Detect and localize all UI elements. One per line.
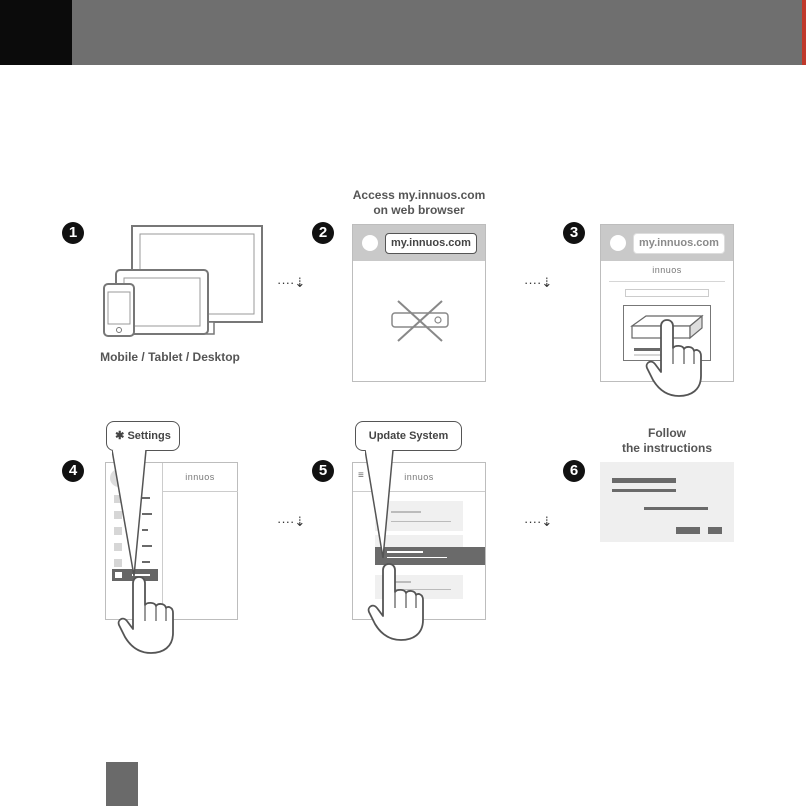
url-field[interactable]: my.innuos.com (385, 233, 477, 254)
arrow-1-icon: ····⇣ (277, 275, 306, 290)
header-block (0, 0, 72, 65)
brand-logo: innuos (404, 472, 434, 482)
header-bar (0, 0, 806, 65)
next-button[interactable] (676, 527, 700, 534)
arrow-3-icon: ····⇣ (277, 514, 306, 529)
page-tab (106, 762, 138, 806)
step-5-number: 5 (312, 460, 334, 482)
step-2-caption: Access my.innuos.com on web browser (352, 188, 486, 217)
brand-logo: innuos (652, 265, 682, 275)
hand-pointer-icon (367, 562, 425, 642)
callout-pointer (365, 450, 405, 560)
gear-icon: ✱ (115, 430, 128, 442)
step-3-number: 3 (563, 222, 585, 244)
header-accent (802, 0, 806, 65)
globe-icon (362, 235, 378, 251)
app-header (162, 463, 238, 492)
step-1-number: 1 (62, 222, 84, 244)
arrow-4-icon: ····⇣ (524, 514, 553, 529)
brand-logo: innuos (185, 472, 215, 482)
browser-bar (353, 225, 485, 261)
devices-icon (100, 222, 270, 342)
hand-pointer-icon (117, 575, 175, 655)
globe-icon (610, 235, 626, 251)
hamburger-icon[interactable]: ≡ (358, 470, 364, 481)
no-connection-icon (388, 299, 452, 343)
browser-panel-empty (352, 224, 486, 382)
update-system-callout: Update System (355, 421, 462, 451)
step-4-number: 4 (62, 460, 84, 482)
browser-bar (601, 225, 733, 261)
hand-pointer-icon (645, 318, 703, 398)
step-6-number: 6 (563, 460, 585, 482)
callout-pointer (112, 450, 162, 578)
arrow-2-icon: ····⇣ (524, 275, 553, 290)
instructions-panel (600, 462, 734, 542)
settings-callout: ✱ Settings (106, 421, 180, 451)
step-1-caption: Mobile / Tablet / Desktop (100, 350, 240, 364)
step-6-caption: Follow the instructions (621, 426, 712, 455)
search-field (625, 289, 709, 297)
step-2-number: 2 (312, 222, 334, 244)
divider (609, 281, 725, 282)
url-field[interactable]: my.innuos.com (633, 233, 725, 254)
ok-button[interactable] (708, 527, 722, 534)
